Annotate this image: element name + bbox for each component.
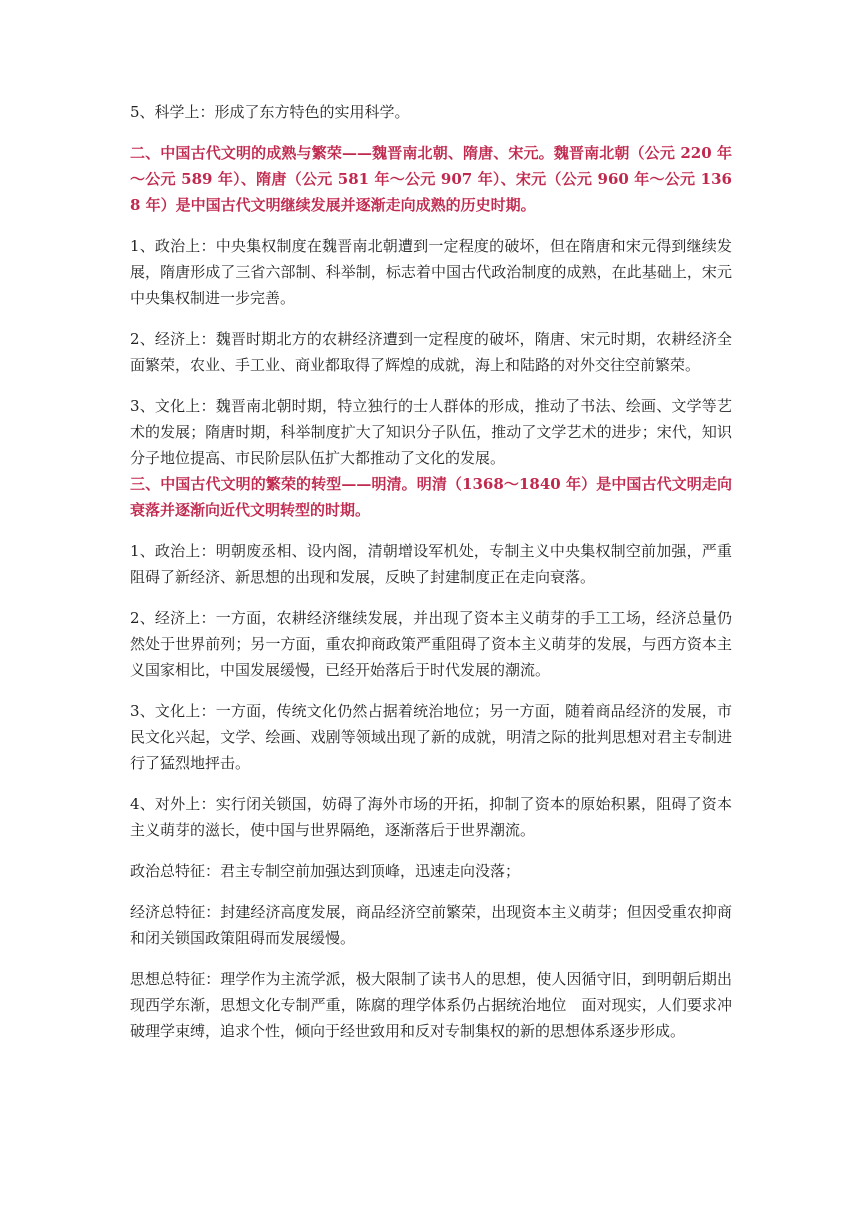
paragraph-politics-2: 1、政治上：明朝废丞相、设内阁，清朝增设军机处，专制主义中央集权制空前加强，严重阻碍了新经济、新思想的出现和发展，反映了封建制度正在走向衰落。: [130, 542, 732, 586]
paragraph-politics-1: 1、政治上：中央集权制度在魏晋南北朝遭到一定程度的破坏，但在隋唐和宋元得到继续发展，隋唐形成了三省六部制、科举制，标志着中国古代政治制度的成熟，在此基础上，宋元中央集权制进一步完善。: [130, 237, 732, 307]
paragraph-culture-2: 3、文化上：一方面，传统文化仍然占据着统治地位；另一方面，随着商品经济的发展，市民文化兴起，文学、绘画、戏剧等领域出现了新的成就，明清之际的批判思想对君主专制进行了猛烈地抨击。: [130, 702, 732, 772]
paragraph-economy-1: 2、经济上：魏晋时期北方的农耕经济遭到一定程度的破坏，隋唐、宋元时期，农耕经济全面繁荣，农业、手工业、商业都取得了辉煌的成就，海上和陆路的对外交往空前繁荣。: [130, 330, 732, 374]
paragraph-thought-summary: 思想总特征：理学作为主流学派，极大限制了读书人的思想，使人因循守旧，到明朝后期出现西学东渐，思想文化专制严重，陈腐的理学体系仍占据统治地位 面对现实，人们要求冲破理学束缚，追求个性，倾向于经世致用和反对专制集权的新的思想体系逐步形成。: [130, 970, 732, 1040]
paragraph-political-summary: 政治总特征：君主专制空前加强达到顶峰，迅速走向没落；: [130, 862, 521, 880]
section-heading-three: 三、中国古代文明的繁荣的转型——明清。明清（1368～1840 年）是中国古代文明走向衰落并逐渐向近代文明转型的时期。: [130, 475, 732, 519]
paragraph-foreign: 4、对外上：实行闭关锁国，妨碍了海外市场的开拓，抑制了资本的原始积累，阻碍了资本主义萌芽的滋长，使中国与世界隔绝，逐渐落后于世界潮流。: [130, 795, 732, 839]
paragraph-culture-1: 3、文化上：魏晋南北朝时期，特立独行的士人群体的形成，推动了书法、绘画、文学等艺术的发展；隋唐时期，科举制度扩大了知识分子队伍，推动了文学艺术的进步；宋代，知识分子地位提高、市民阶层队伍扩大都推动了文化的发展。: [130, 397, 732, 467]
document-page: [130, 99, 732, 1044]
paragraph-economic-summary: 经济总特征：封建经济高度发展，商品经济空前繁荣，出现资本主义萌芽；但因受重农抑商和闭关锁国政策阻碍而发展缓慢。: [130, 903, 732, 947]
paragraph-economy-2: 2、经济上：一方面，农耕经济继续发展，并出现了资本主义萌芽的手工工场，经济总量仍然处于世界前列；另一方面，重农抑商政策严重阻碍了资本主义萌芽的发展，与西方资本主义国家相比，中国发展缓慢，已经开始落后于时代发展的潮流。: [130, 609, 732, 679]
section-heading-two: 二、中国古代文明的成熟与繁荣——魏晋南北朝、隋唐、宋元。魏晋南北朝（公元 220 年～公元 589 年）、隋唐（公元 581 年～公元 907 年）、宋元（公元 960 年～公元 1368 年）是中国古代文明继续发展并逐渐走向成熟的历史时期。: [130, 144, 732, 214]
paragraph-science: 5、科学上：形成了东方特色的实用科学。: [130, 103, 410, 121]
